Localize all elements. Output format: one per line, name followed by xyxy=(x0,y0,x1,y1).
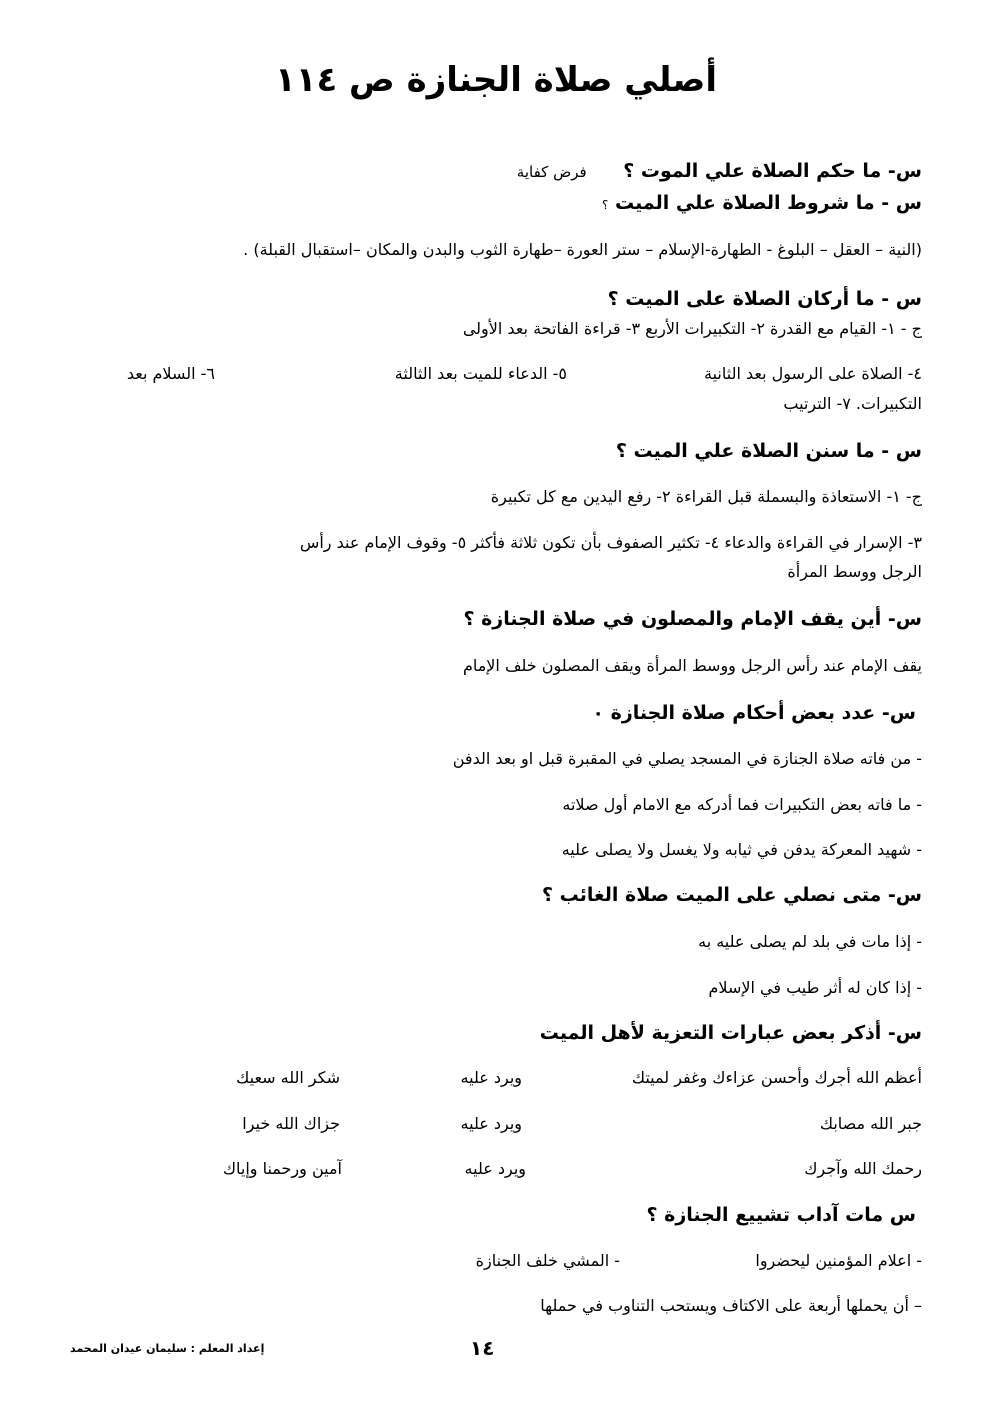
answer-ruling: فرض كفاية xyxy=(516,163,587,181)
question-absentee-prayer: س- متى نصلي على الميت صلاة الغائب ؟ xyxy=(542,884,922,906)
condolence-reply: آمين ورحمنا وإياك xyxy=(222,1159,342,1178)
answer-sunnahs-line-3: الرجل ووسط المرأة xyxy=(787,562,922,581)
list-item: - من فاته صلاة الجنازة في المسجد يصلي في المقبرة قبل او بعد الدفن xyxy=(452,749,922,768)
answer-pillars-item-4: ٤- الصلاة على الرسول بعد الثانية xyxy=(704,364,922,383)
condolence-mid: ويرد عليه xyxy=(464,1159,526,1178)
question-mark: ؟ xyxy=(602,198,609,212)
question-ruling-text: س- ما حكم الصلاة علي الموت ؟ xyxy=(623,160,922,182)
answer-pillars-line-3: التكبيرات. ٧- الترتيب xyxy=(783,394,922,413)
page-number: ١٤ xyxy=(470,1336,495,1360)
condolence-phrase: أعظم الله أجرك وأحسن عزاءك وغفر لميتك xyxy=(631,1068,922,1087)
condolence-phrase: جبر الله مصابك xyxy=(819,1114,922,1133)
list-item: – أن يحملها أربعة على الاكتاف ويستحب التناوب في حملها xyxy=(540,1296,922,1315)
answer-pillars-line-1: ج - ١- القيام مع القدرة ٢- التكبيرات الأربع ٣- قراءة الفاتحة بعد الأولى xyxy=(462,319,922,338)
condolence-reply: جزاك الله خيرا xyxy=(242,1114,340,1133)
answer-pillars-item-5: ٥- الدعاء للميت بعد الثالثة xyxy=(394,364,567,383)
footer-author: إعداد المعلم : سليمان عيدان المحمد xyxy=(70,1342,265,1355)
question-conditions-text: س - ما شروط الصلاة علي الميت xyxy=(615,192,922,214)
question-pillars: س - ما أركان الصلاة على الميت ؟ xyxy=(607,288,922,310)
list-item: - ما فاته بعض التكبيرات فما أدركه مع الامام أول صلاته xyxy=(562,795,922,814)
page-title: أصلي صلاة الجنازة ص ١١٤ xyxy=(274,60,718,100)
answer-conditions: (النية – العقل – البلوغ - الطهارة-الإسلام – ستر العورة –طهارة الثوب والبدن والمكان –استقبال القبلة) . xyxy=(243,240,922,259)
question-ruling xyxy=(517,160,922,182)
question-rulings: س- عدد بعض أحكام صلاة الجنازة ٠ xyxy=(592,702,916,724)
answer-standing: يقف الإمام عند رأس الرجل ووسط المرأة ويقف المصلون خلف الإمام xyxy=(462,656,922,675)
list-item: - المشي خلف الجنازة xyxy=(475,1251,620,1270)
condolence-reply: شكر الله سعيك xyxy=(236,1068,340,1087)
answer-sunnahs-line-2: ٣- الإسرار في القراءة والدعاء ٤- تكثير الصفوف بأن تكون ثلاثة فأكثر ٥- وقوف الإمام عند رأس xyxy=(299,533,922,552)
list-item: - شهيد المعركة يدفن في ثيابه ولا يغسل ولا يصلى عليه xyxy=(561,840,922,859)
list-item: - إذا مات في بلد لم يصلى عليه به xyxy=(698,932,922,951)
condolence-mid: ويرد عليه xyxy=(460,1068,522,1087)
question-condolences: س- أذكر بعض عبارات التعزية لأهل الميت xyxy=(539,1022,922,1044)
question-sunnahs: س - ما سنن الصلاة علي الميت ؟ xyxy=(615,440,922,462)
question-funeral-etiquette: س مات آداب تشييع الجنازة ؟ xyxy=(646,1204,916,1226)
condolence-mid: ويرد عليه xyxy=(460,1114,522,1133)
list-item: - اعلام المؤمنين ليحضروا xyxy=(755,1251,922,1270)
condolence-phrase: رحمك الله وآجرك xyxy=(804,1159,922,1178)
question-conditions xyxy=(602,192,922,214)
answer-sunnahs-line-1: ج- ١- الاستعاذة والبسملة قبل القراءة ٢- رفع اليدين مع كل تكبيرة xyxy=(490,487,922,506)
answer-pillars-item-6: ٦- السلام بعد xyxy=(126,364,215,383)
question-standing: س- أين يقف الإمام والمصلون في صلاة الجنازة ؟ xyxy=(463,608,922,630)
list-item: - إذا كان له أثر طيب في الإسلام xyxy=(708,978,922,997)
